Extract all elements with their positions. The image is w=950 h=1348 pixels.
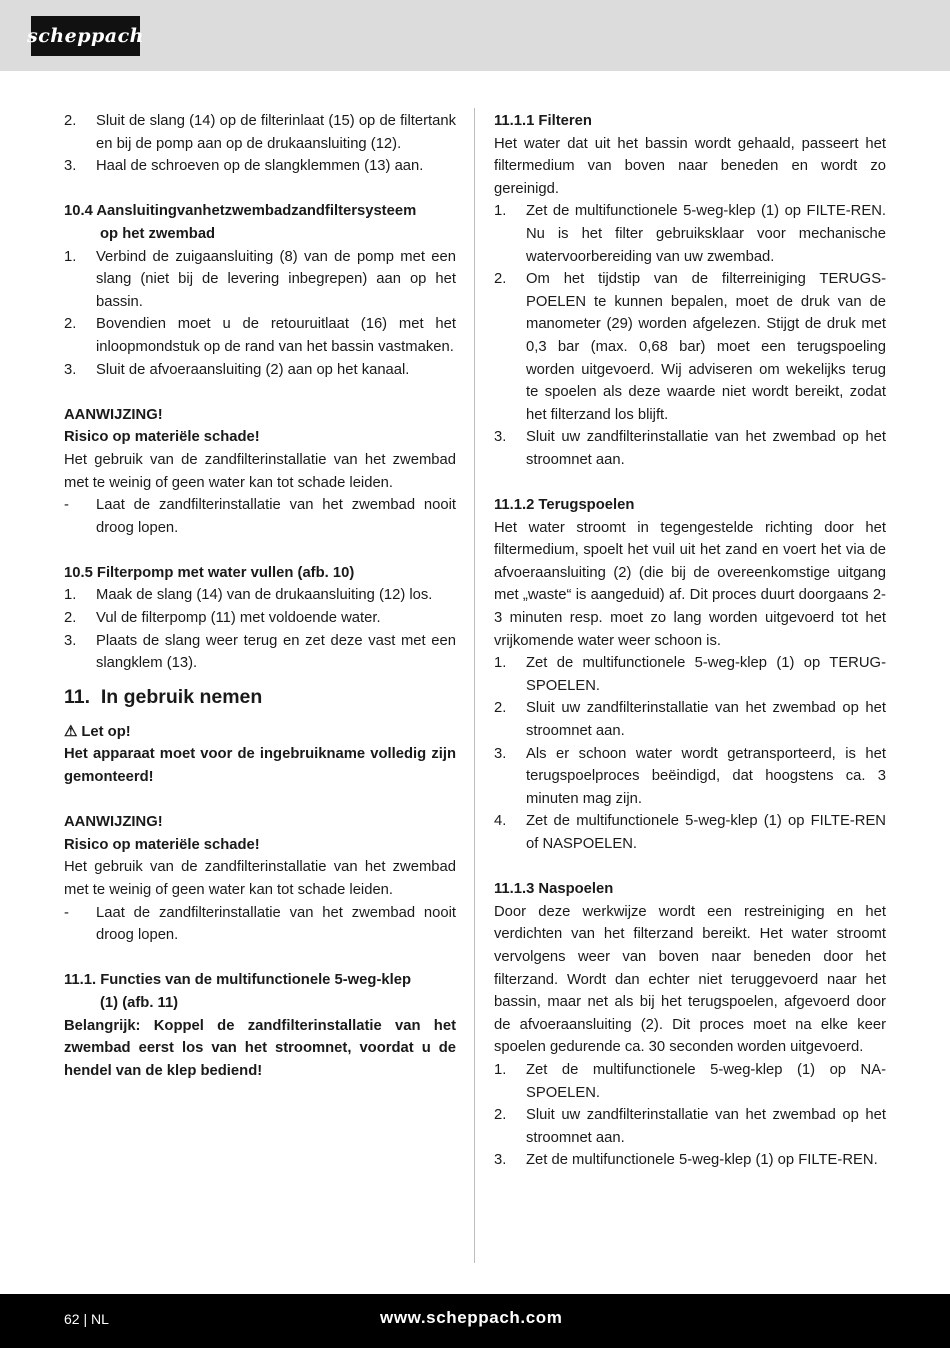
list-item: 2. Sluit uw zandfilterinstallatie van het zwembad op het stroomnet aan. [494, 1107, 886, 1146]
section-heading-11-1: 11.1. Functies van de multifunctionele 5-weg-klep [64, 972, 411, 989]
warning-label: ⚠ Let op! [64, 723, 131, 740]
paragraph: Door deze werkwijze wordt een restreiniging en het verdichten van het filterzand bereikt. Het water stroomt vervolgens weer van boven naar beneden door het filterzand. Wordt dan echter niet teruggevoerd naar het bassin, maar net als bij het terugspoelen, afgevoerd door de afvoeraansluiting (2). Dit proces moet na elke keer spoelen gedurende ca. 30 seconden worden uitgevoerd. [494, 903, 886, 1056]
section-heading-10-5: 10.5 Filterpomp met water vullen (afb. 10) [64, 564, 355, 581]
left-column [64, 110, 456, 1082]
section-heading-11-1-1: 11.1.1 Filteren [494, 113, 592, 129]
list-item: 3. Haal de schroeven op de slangklemmen (13) aan. [64, 158, 424, 175]
section-heading-11-1-2: 11.1.2 Terugspoelen [494, 497, 635, 514]
notice-risk: Risico op materiële schade! [64, 836, 260, 853]
footer-bar [0, 1294, 950, 1348]
chapter-heading-11: 11. In gebruik nemen [64, 685, 263, 708]
list-item: 1. Zet de multifunctionele 5-weg-klep (1) op NA-SPOELEN. [494, 1061, 886, 1101]
list-item: 2. Sluit de slang (14) op de filterinlaat (15) op de filtertank en bij de pomp aan op de drukaansluiting (12). [64, 113, 456, 152]
paragraph: Het water stroomt in tegengestelde richting door het filtermedium, spoelt het vuil uit het zand en voert het via de afvoeraansluiting (2) (die bij de overeenkomstige uitgang met „waste“ is aangeduid) af. Dit proces duurt doorgaans 2-3 minuten resp. moet zo lang worden uitgevoerd tot het vrijkomende water weer schoon is. [494, 519, 886, 649]
important-note: Belangrijk: Koppel de zandfilterinstallatie van het zwembad eerst los van het stroomnet, voordat u de hendel van de klep bediend! [64, 1017, 456, 1079]
list-item: 2. Om het tijdstip van de filterreiniging TERUGS-POELEN te kunnen bepalen, moet de druk van de manometer (29) worden afgelezen. Stijgt de druk met 0,3 bar (max. 0,68 bar) moet een terugspoeling worden uitgevoerd. Wij adviseren om wekelijks terug te spoelen als deze waarde niet wordt bereikt, zodat het filterzand los blijft. [494, 271, 886, 423]
list-item: 3. Als er schoon water wordt getransporteerd, is het terugspoelproces beëindigd, dat hoogstens ca. 3 minuten mag zijn. [494, 745, 886, 807]
notice-text: Het gebruik van de zandfilterinstallatie van het zwembad met te weinig of geen water kan tot schade leiden. [64, 859, 456, 898]
list-item: 4. Zet de multifunctionele 5-weg-klep (1) op FILTE-REN of NASPOELEN. [494, 813, 886, 852]
list-item: 2. Sluit uw zandfilterinstallatie van het zwembad op het stroomnet aan. [494, 700, 886, 740]
paragraph: Het water dat uit het bassin wordt gehaald, passeert het filtermedium van boven naar beneden en wordt zo gereinigd. [494, 135, 886, 197]
notice-label: AANWIJZING! [64, 406, 163, 423]
list-item: 1. Zet de multifunctionele 5-weg-klep (1) op TERUG-SPOELEN. [494, 655, 886, 694]
list-item: 2. Bovendien moet u de retouruitlaat (16) met het inloopmondstuk op de rand van het bassin vastmaken. [64, 316, 456, 355]
page-number: 62 | NL [64, 1311, 109, 1327]
notice-text: Het gebruik van de zandfilterinstallatie van het zwembad met te weinig of geen water kan tot schade leiden. [64, 451, 456, 491]
list-item: - Laat de zandfilterinstallatie van het zwembad nooit droog lopen. [64, 904, 456, 944]
website-link[interactable]: www.scheppach.com [380, 1308, 563, 1327]
notice-label: AANWIJZING! [64, 814, 163, 831]
notice-risk: Risico op materiële schade! [64, 429, 260, 446]
column-divider [474, 108, 475, 1263]
warning-text: Het apparaat moet voor de ingebruikname volledig zijn gemonteerd! [64, 746, 456, 786]
list-item: 3. Zet de multifunctionele 5-weg-klep (1) op FILTE-REN. [494, 1152, 878, 1169]
list-item: 1. Verbind de zuigaansluiting (8) van de pomp met een slang (niet bij de levering inbegrepen) aan op het bassin. [64, 248, 456, 310]
section-heading-10-4-cont: op het zwembad [100, 225, 216, 242]
list-item: - Laat de zandfilterinstallatie van het zwembad nooit droog lopen. [64, 497, 456, 536]
section-heading-11-1-cont: (1) (afb. 11) [100, 994, 179, 1011]
list-item: 2. Vul de filterpomp (11) met voldoende water. [64, 610, 381, 627]
list-item: 1. Maak de slang (14) van de drukaansluiting (12) los. [64, 587, 433, 604]
list-item: 3. Sluit de afvoeraansluiting (2) aan op het kanaal. [64, 361, 410, 378]
list-item: 3. Plaats de slang weer terug en zet deze vast met een slangklem (13). [64, 632, 456, 672]
right-column [494, 110, 886, 1172]
section-heading-10-4: 10.4 Aansluitingvanhetzwembadzandfiltersysteem [64, 203, 417, 220]
scheppach-logo: scheppach [31, 16, 140, 56]
section-heading-11-1-3: 11.1.3 Naspoelen [494, 881, 614, 898]
list-item: 1. Zet de multifunctionele 5-weg-klep (1) op FILTE-REN. Nu is het filter gebruiksklaar voor mechanische watervoorbereiding van uw zwembad. [494, 203, 886, 265]
list-item: 3. Sluit uw zandfilterinstallatie van het zwembad op het stroomnet aan. [494, 429, 886, 468]
header-bar [0, 0, 950, 71]
